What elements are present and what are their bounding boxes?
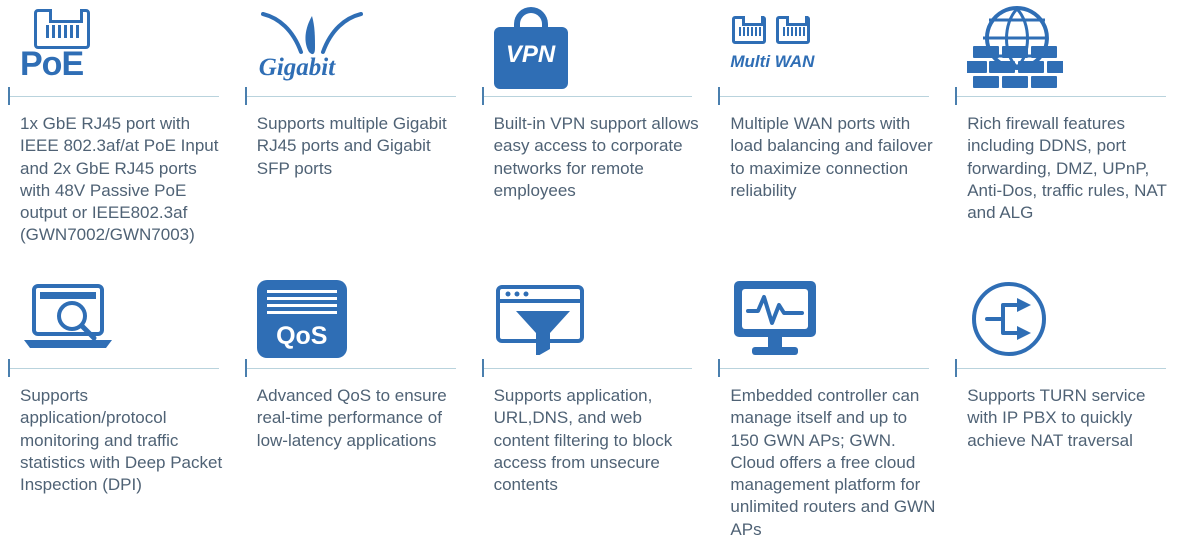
- feature-card-dpi: [8, 272, 245, 544]
- feature-card-qos: [245, 272, 482, 544]
- feature-row-1: [8, 0, 1192, 272]
- divider-tick: [8, 359, 10, 377]
- feature-card-content-filter: [482, 272, 719, 544]
- vpn-icon: [482, 0, 719, 96]
- turn-service-icon: [955, 272, 1192, 368]
- multi-wan-icon: [718, 0, 955, 96]
- qos-icon-label: QoS: [276, 322, 328, 350]
- card-divider: [482, 96, 719, 97]
- firewall-icon: [955, 0, 1192, 96]
- feature-card-embedded-controller: [718, 272, 955, 544]
- card-divider: [8, 368, 245, 369]
- divider-tick: [482, 359, 484, 377]
- feature-description: Advanced QoS to ensure real-time performance of low-latency applications: [256, 386, 447, 450]
- divider-tick: [955, 359, 957, 377]
- feature-card-gigabit: [245, 0, 482, 272]
- poe-icon: [8, 0, 245, 96]
- divider-tick: [718, 359, 720, 377]
- qos-icon: [245, 272, 482, 368]
- feature-card-poe: [8, 0, 245, 272]
- divider-tick: [245, 359, 247, 377]
- feature-card-firewall: [955, 0, 1192, 272]
- feature-card-turn-service: [955, 272, 1192, 544]
- feature-card-multi-wan: [718, 0, 955, 272]
- gigabit-icon-label: Gigabit: [258, 54, 336, 81]
- feature-description: Multiple WAN ports with load balancing and failover to maximize connection reliability: [730, 114, 933, 200]
- card-divider: [245, 368, 482, 369]
- feature-description: Supports application, URL,DNS, and web content filtering to block access from unsecure contents: [493, 386, 673, 495]
- divider-tick: [955, 87, 957, 105]
- card-divider: [955, 368, 1192, 369]
- dpi-laptop-magnifier-icon: [8, 272, 245, 368]
- multi-wan-icon-label: Multi WAN: [730, 52, 815, 71]
- feature-description: Embedded controller can manage itself and up to 150 GWN APs; GWN. Cloud offers a free cloud management platform for unlimited routers and GWN APs: [730, 386, 936, 539]
- card-divider: [718, 96, 955, 97]
- feature-description: 1x GbE RJ45 port with IEEE 802.3af/at PoE Input and 2x GbE RJ45 ports with 48V Passive PoE output or IEEE802.3af (GWN7002/GWN7003): [20, 114, 219, 245]
- embedded-controller-icon: [718, 272, 955, 368]
- feature-row-2: [8, 272, 1192, 544]
- feature-description: Supports multiple Gigabit RJ45 ports and Gigabit SFP ports: [256, 114, 447, 178]
- card-divider: [8, 96, 245, 97]
- card-divider: [482, 368, 719, 369]
- gigabit-icon: [245, 0, 482, 96]
- divider-tick: [718, 87, 720, 105]
- feature-description: Rich firewall features including DDNS, port forwarding, DMZ, UPnP, Anti-Dos, traffic rules, NAT and ALG: [967, 114, 1167, 223]
- feature-card-vpn: [482, 0, 719, 272]
- vpn-icon-label: VPN: [505, 41, 556, 68]
- divider-tick: [482, 87, 484, 105]
- card-divider: [245, 96, 482, 97]
- content-filter-icon: [482, 272, 719, 368]
- feature-description: Supports application/protocol monitoring and traffic statistics with Deep Packet Inspection (DPI): [20, 386, 223, 495]
- divider-tick: [8, 87, 10, 105]
- card-divider: [955, 96, 1192, 97]
- feature-description: Built-in VPN support allows easy access to corporate networks for remote employees: [493, 114, 699, 200]
- poe-icon-label: PoE: [20, 45, 84, 83]
- card-divider: [718, 368, 955, 369]
- feature-description: Supports TURN service with IP PBX to quickly achieve NAT traversal: [967, 386, 1146, 450]
- divider-tick: [245, 87, 247, 105]
